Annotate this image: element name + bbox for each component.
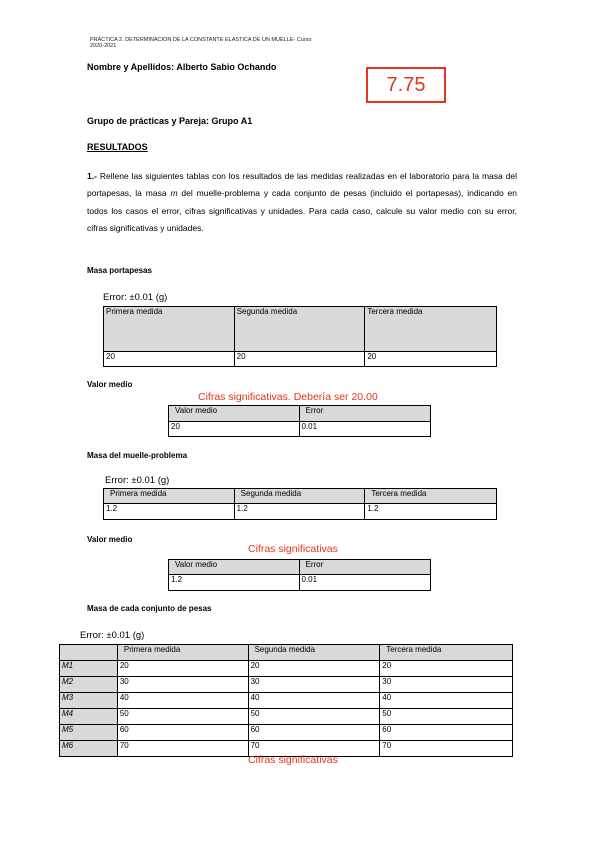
header-cell: Segunda medida (234, 307, 365, 352)
portapesas-mean-title: Valor medio (87, 380, 133, 389)
table-row (104, 504, 497, 520)
instructions-text-a: Rellene las siguientes tablas con los resultados de las medidas realizadas en el laboratorio para la masa del portapesas, la masa (87, 171, 517, 199)
value-cell: 20 (104, 352, 235, 367)
mass-symbol: M5 (62, 725, 74, 734)
value-cell: 70 (248, 741, 380, 757)
value-cell: 20 (380, 661, 513, 677)
value-cell: 1.2 (169, 575, 300, 591)
value-cell: 20 (234, 352, 365, 367)
value-cell: 60 (117, 725, 248, 741)
value-cell: 20 (365, 352, 497, 367)
value-cell: 30 (380, 677, 513, 693)
muelle-table (103, 488, 497, 520)
row-label (60, 677, 118, 693)
table-header-row (169, 406, 431, 422)
header-cell: Primera medida (104, 489, 235, 504)
table-row (60, 677, 513, 693)
header-cell: Tercera medida (365, 489, 497, 504)
row-label (60, 725, 118, 741)
instructions-text-b: del muelle-problema y cada conjunto de pesas (incluido el portapesas), indicando en todos los casos el error, cifras significativas y unidades. Para cada caso, calcule su valor medio con su error, cifras significativas y unidades. (87, 188, 518, 233)
value-cell: 40 (117, 693, 248, 709)
grade-box: 7.75 (366, 67, 446, 103)
table-row (60, 709, 513, 725)
instructions-paragraph (87, 168, 517, 237)
header-cell: Primera medida (117, 645, 248, 661)
muelle-title: Masa del muelle-problema (87, 451, 188, 460)
mass-symbol: M6 (62, 741, 74, 750)
muelle-mean-title: Valor medio (87, 535, 133, 544)
table-header-row (104, 489, 497, 504)
value-cell: 70 (117, 741, 248, 757)
muelle-annotation: Cifras significativas (248, 543, 338, 555)
mass-symbol: M2 (62, 677, 74, 686)
value-cell: 1.2 (365, 504, 497, 520)
value-cell: 50 (380, 709, 513, 725)
header-line-2: 2020-2021 (90, 43, 117, 49)
instructions-number: 1.- (87, 171, 97, 181)
value-cell: 60 (248, 725, 380, 741)
header-cell (60, 645, 118, 661)
table-row (169, 575, 431, 591)
muelle-error: Error: ±0.01 (g) (105, 475, 170, 486)
table-header-row (104, 307, 497, 352)
header-cell: Error (299, 560, 431, 575)
instructions-m: m (170, 188, 178, 199)
pesas-annotation: Cifras significativas (248, 754, 338, 766)
table-row (104, 352, 497, 367)
pesas-title: Masa de cada conjunto de pesas (87, 604, 212, 613)
mass-symbol: M1 (62, 661, 74, 670)
portapesas-table (103, 306, 497, 367)
header-cell: Primera medida (104, 307, 235, 352)
portapesas-title: Masa portapesas (87, 266, 152, 275)
portapesas-error: Error: ±0.01 (g) (103, 292, 168, 303)
value-cell: 20 (169, 422, 300, 437)
header-cell: Tercera medida (365, 307, 497, 352)
portapesas-annotation: Cifras significativas. Debería ser 20.00 (198, 391, 378, 403)
value-cell: 60 (380, 725, 513, 741)
header-cell: Valor medio (169, 560, 300, 575)
header-line-1: PRACTICA 2. DETERMINACION DE LA CONSTANTE ELASTICA DE UN MUELLE- Curso (90, 37, 312, 43)
portapesas-mean-table (168, 405, 431, 437)
value-cell: 1.2 (234, 504, 365, 520)
table-row (60, 725, 513, 741)
student-name: Nombre y Apellidos: Alberto Sabio Ochando (87, 62, 277, 72)
table-row (60, 693, 513, 709)
value-cell: 0.01 (299, 575, 431, 591)
value-cell: 20 (248, 661, 380, 677)
table-header-row (60, 645, 513, 661)
header-cell: Tercera medida (380, 645, 513, 661)
row-label (60, 693, 118, 709)
header-cell: Error (299, 406, 431, 422)
value-cell: 1.2 (104, 504, 235, 520)
value-cell: 0.01 (299, 422, 431, 437)
mass-symbol: M3 (62, 693, 74, 702)
value-cell: 40 (248, 693, 380, 709)
pesas-table (59, 644, 513, 757)
row-label (60, 741, 118, 757)
header-cell: Segunda medida (248, 645, 380, 661)
value-cell: 70 (380, 741, 513, 757)
group-label: Grupo de prácticas y Pareja: Grupo A1 (87, 116, 253, 126)
header-cell: Segunda medida (234, 489, 365, 504)
value-cell: 50 (248, 709, 380, 725)
page-header (90, 37, 390, 49)
row-label (60, 709, 118, 725)
row-label (60, 661, 118, 677)
table-row (169, 422, 431, 437)
value-cell: 40 (380, 693, 513, 709)
value-cell: 30 (117, 677, 248, 693)
value-cell: 30 (248, 677, 380, 693)
muelle-mean-table (168, 559, 431, 591)
value-cell: 20 (117, 661, 248, 677)
mass-symbol: M4 (62, 709, 74, 718)
results-title: RESULTADOS (87, 142, 148, 152)
value-cell: 50 (117, 709, 248, 725)
pesas-error: Error: ±0.01 (g) (80, 630, 145, 641)
table-row (60, 661, 513, 677)
table-header-row (169, 560, 431, 575)
header-cell: Valor medio (169, 406, 300, 422)
